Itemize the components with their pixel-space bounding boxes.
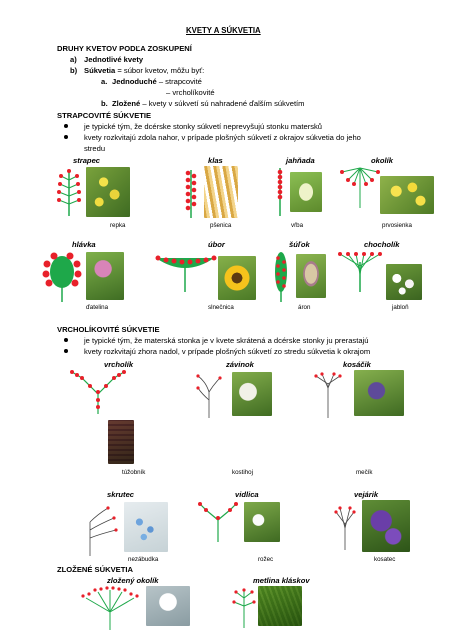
diagram-kosacik xyxy=(310,372,346,418)
bullet-dot xyxy=(64,349,68,353)
diagram-skrutec xyxy=(84,504,120,556)
bullet-dot xyxy=(64,124,68,128)
list-marker-b: b) xyxy=(70,66,78,75)
type-label-jahnada: jahňada xyxy=(286,156,315,165)
caption-kosatec: kosatec xyxy=(374,556,396,563)
section-heading-types: DRUHY KVETOV PODĽA ZOSKUPENÍ xyxy=(57,44,192,53)
diagram-zavinok xyxy=(194,372,224,418)
type-label-vejarik: vejárik xyxy=(354,490,379,499)
cymose-bullet-2: kvety rozkvitajú zhora nadol, v prípade plošných súkvetí zo stredu súkvetia k okrajom xyxy=(84,347,371,356)
list-marker-a: a) xyxy=(70,55,77,64)
type-label-sulok: šúľok xyxy=(289,240,310,249)
bullet-dot xyxy=(64,338,68,342)
type-label-chocholik: chocholík xyxy=(364,240,400,249)
diagram-sulok xyxy=(272,250,290,302)
type-label-skrutec: skrutec xyxy=(107,490,135,499)
list-item-simple-second: – vrcholíkovité xyxy=(166,88,215,97)
caption-repka: repka xyxy=(110,222,126,229)
photo-mecik xyxy=(354,370,404,416)
photo-kostihoj xyxy=(232,372,272,416)
photo-kosatec xyxy=(362,500,410,552)
photo-tuzobnik xyxy=(108,420,134,464)
caption-psenica: pšenica xyxy=(210,222,232,229)
type-label-strapec: strapec xyxy=(73,156,101,165)
photo-vrba xyxy=(290,172,322,212)
list-item-single-flowers: Jednotlivé kvety xyxy=(84,55,144,64)
caption-prvosienka: prvosienka xyxy=(382,222,412,229)
term-sukvetia-definition: = súbor kvetov, môžu byť: xyxy=(115,66,205,75)
type-label-zlozeny-okolik: zložený okolík xyxy=(107,576,159,585)
diagram-vidlica xyxy=(196,502,240,542)
diagram-okolik xyxy=(340,168,380,208)
type-label-zavinok: závinok xyxy=(226,360,254,369)
term-zlozene-rest: – kvety v súkvetí sú nahradené ďalším súkvetím xyxy=(140,99,305,108)
bullet-dot xyxy=(64,135,68,139)
caption-slnecnica: slnečnica xyxy=(208,304,234,311)
photo-nezabudka xyxy=(124,502,168,552)
cymose-bullet-1: je typické tým, že materská stonka je v kvete skrátená a dcérske stonky ju prerastajú xyxy=(84,336,369,345)
type-label-vidlica: vidlica xyxy=(235,490,259,499)
type-label-kosacik: kosáčik xyxy=(343,360,371,369)
caption-mecik: mečík xyxy=(356,469,373,476)
photo-aron xyxy=(296,254,326,298)
photo-prvosienka xyxy=(380,176,434,214)
list-item-inflorescence xyxy=(84,66,204,75)
caption-jablon: jabloň xyxy=(392,304,409,311)
type-label-hlavka: hlávka xyxy=(72,240,96,249)
type-label-vrcholik: vrcholík xyxy=(104,360,134,369)
term-jednoduche-rest: – strapcovité xyxy=(156,77,202,86)
caption-rozec: rožec xyxy=(258,556,274,563)
photo-jablon xyxy=(386,264,422,300)
list-item-compound xyxy=(112,99,305,108)
term-sukvetia: Súkvetia xyxy=(84,66,116,75)
racemose-bullet-2-line-1: kvety rozkvitajú zdola nahor, v prípade plošných súkvetí z okrajov súkvetia do jeho xyxy=(84,133,361,142)
type-label-klas: klas xyxy=(208,156,223,165)
caption-vrba: vŕba xyxy=(291,222,304,229)
page-title: KVETY A SÚKVETIA xyxy=(186,26,261,35)
section-heading-racemose: STRAPCOVITÉ SÚKVETIE xyxy=(57,111,152,120)
caption-nezabudka: nezábudka xyxy=(128,556,159,563)
photo-repka xyxy=(86,167,130,217)
diagram-strapec xyxy=(55,168,83,216)
caption-kostihoj: kostihoj xyxy=(232,469,253,476)
diagram-hlavka xyxy=(42,252,82,302)
racemose-bullet-1: je typické tým, že dcérske stonky súkvetí neprevyšujú stonku matersků xyxy=(84,122,323,131)
caption-datelina: ďatelina xyxy=(86,304,109,311)
caption-tuzobnik: túžobník xyxy=(122,469,146,476)
diagram-jahnada xyxy=(274,166,286,216)
diagram-klas xyxy=(184,168,198,218)
photo-datelina xyxy=(86,252,124,300)
section-heading-cymose: VRCHOLÍKOVITÉ SÚKVETIE xyxy=(57,325,160,334)
section-heading-compound: ZLOŽENÉ SÚKVETIA xyxy=(57,565,133,574)
photo-slnecnica xyxy=(218,256,256,300)
diagram-vrcholik xyxy=(68,372,128,414)
diagram-chocholik xyxy=(338,252,382,292)
term-jednoduche: Jednoduché xyxy=(112,77,157,86)
diagram-zlozeny-okolik xyxy=(80,588,140,630)
caption-aron: áron xyxy=(298,304,311,311)
term-zlozene: Zložené xyxy=(112,99,141,108)
photo-metlina-klaskov xyxy=(258,586,302,626)
diagram-metlina-klaskov xyxy=(232,588,256,628)
list-item-simple xyxy=(112,77,202,86)
list-marker-bb: b. xyxy=(101,99,108,108)
photo-rozec xyxy=(244,502,280,542)
photo-psenica xyxy=(204,166,238,218)
diagram-vejarik xyxy=(330,502,360,550)
racemose-bullet-2-line-2: stredu xyxy=(84,144,106,153)
type-label-okolik: okolík xyxy=(371,156,393,165)
list-marker-ba: a. xyxy=(101,77,108,86)
type-label-metlina-klaskov: metlina kláskov xyxy=(253,576,310,585)
diagram-ubor xyxy=(152,254,218,292)
type-label-ubor: úbor xyxy=(208,240,225,249)
photo-zlozeny-okolik xyxy=(146,586,190,626)
